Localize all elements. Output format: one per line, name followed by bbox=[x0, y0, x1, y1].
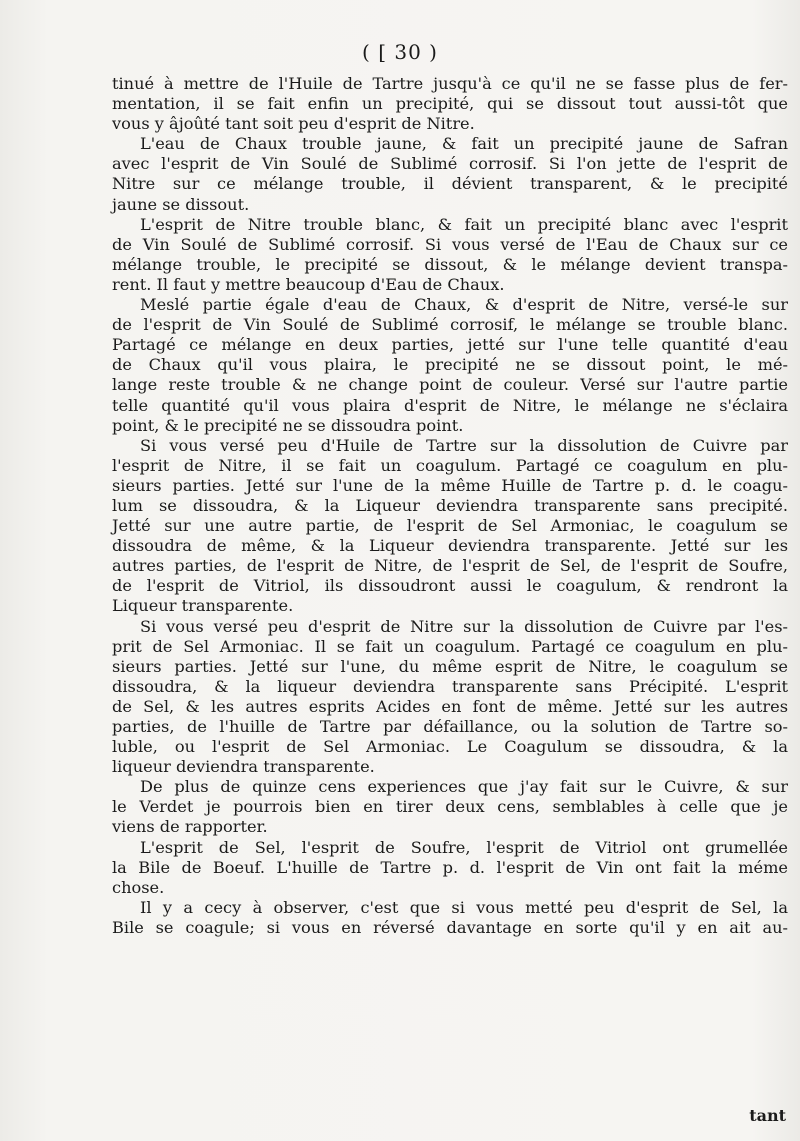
text-line: Partagé ce mélange en deux parties, jetté sur l'une telle quantité d'eau bbox=[112, 335, 788, 355]
text-line: L'esprit de Nitre trouble blanc, & fait un precipité blanc avec l'esprit bbox=[140, 214, 788, 234]
text-line: la Bile de Boeuf. L'huille de Tartre p. d. l'esprit de Vin ont fait la méme bbox=[112, 857, 788, 877]
text-line: liqueur deviendra transparente. bbox=[112, 757, 375, 777]
text-line: De plus de quinze cens experiences que j'ay fait sur le Cuivre, & sur bbox=[140, 777, 788, 797]
text-line: mélange trouble, le precipité se dissout, & le mélange devient transpa- bbox=[112, 254, 788, 274]
paragraph bbox=[112, 898, 788, 938]
text-line: de Sel, & les autres esprits Acides en font de même. Jetté sur les autres bbox=[112, 696, 788, 716]
text-line: Si vous versé peu d'esprit de Nitre sur la dissolution de Cuivre par l'es- bbox=[140, 616, 788, 636]
catchword: tant bbox=[749, 1106, 786, 1125]
text-line: L'eau de Chaux trouble jaune, & fait un precipité jaune de Safran bbox=[140, 134, 788, 154]
text-line: Si vous versé peu d'Huile de Tartre sur la dissolution de Cuivre par bbox=[140, 435, 788, 455]
paragraph bbox=[112, 74, 788, 134]
text-line: l'esprit de Nitre, il se fait un coagulum. Partagé ce coagulum en plu- bbox=[112, 455, 788, 475]
text-line: sieurs parties. Jetté sur l'une, du même esprit de Nitre, le coagulum se bbox=[112, 656, 788, 676]
text-line: jaune se dissout. bbox=[112, 194, 250, 214]
paragraph bbox=[112, 436, 788, 617]
paragraph bbox=[112, 215, 788, 295]
text-line: Meslé partie égale d'eau de Chaux, & d'esprit de Nitre, versé-le sur bbox=[140, 295, 788, 315]
text-line: Bile se coagule; si vous en réversé davantage en sorte qu'il y en ait au- bbox=[112, 917, 788, 937]
text-line: avec l'esprit de Vin Soulé de Sublimé corrosif. Si l'on jette de l'esprit de bbox=[112, 154, 788, 174]
text-line: sieurs parties. Jetté sur l'une de la même Huille de Tartre p. d. le coagu- bbox=[112, 475, 788, 495]
text-line: prit de Sel Armoniac. Il se fait un coagulum. Partagé ce coagulum en plu- bbox=[112, 636, 788, 656]
text-line: Nitre sur ce mélange trouble, il dévient transparent, & le precipité bbox=[112, 174, 788, 194]
text-line: autres parties, de l'esprit de Nitre, de l'esprit de Sel, de l'esprit de Soufre, bbox=[112, 556, 788, 576]
text-line: parties, de l'huille de Tartre par défaillance, ou la solution de Tartre so- bbox=[112, 717, 788, 736]
text-line: le Verdet je pourrois bien en tirer deux cens, semblables à celle que je bbox=[112, 797, 788, 817]
body-text bbox=[112, 74, 788, 938]
text-line: chose. bbox=[112, 877, 165, 897]
text-line: de l'esprit de Vin Soulé de Sublimé corrosif, le mélange se trouble blanc. bbox=[112, 315, 788, 335]
paragraph bbox=[112, 295, 788, 436]
text-line: tinué à mettre de l'Huile de Tartre jusqu'à ce qu'il ne se fasse plus de fer- bbox=[112, 74, 788, 93]
text-line: lum se dissoudra, & la Liqueur deviendra transparente sans precipité. bbox=[112, 495, 788, 515]
text-line: lange reste trouble & ne change point de couleur. Versé sur l'autre partie bbox=[112, 375, 788, 395]
text-line: dissoudra de même, & la Liqueur deviendra transparente. Jetté sur les bbox=[112, 536, 788, 556]
text-line: Liqueur transparente. bbox=[112, 596, 294, 616]
text-line: vous y âjoûté tant soit peu d'esprit de Nitre. bbox=[112, 114, 475, 134]
paragraph bbox=[112, 617, 788, 778]
text-line: L'esprit de Sel, l'esprit de Soufre, l'esprit de Vitriol ont grumellée bbox=[140, 837, 788, 857]
text-line: point, & le precipité ne se dissoudra point. bbox=[112, 415, 464, 435]
text-line: mentation, il se fait enfin un precipité, qui se dissout tout aussi-tôt que bbox=[112, 94, 788, 114]
text-line: telle quantité qu'il vous plaira d'esprit de Nitre, le mélange ne s'éclaira bbox=[112, 395, 788, 415]
text-line: de l'esprit de Vitriol, ils dissoudront aussi le coagulum, & rendront la bbox=[112, 576, 788, 596]
paragraph bbox=[112, 134, 788, 214]
text-line: Il y a cecy à observer, c'est que si vous metté peu d'esprit de Sel, la bbox=[140, 897, 788, 917]
text-line: rent. Il faut y mettre beaucoup d'Eau de Chaux. bbox=[112, 274, 505, 294]
text-line: de Chaux qu'il vous plaira, le precipité ne se dissout point, le mé- bbox=[112, 355, 788, 375]
text-line: Jetté sur une autre partie, de l'esprit de Sel Armoniac, le coagulum se bbox=[112, 516, 788, 536]
text-line: luble, ou l'esprit de Sel Armoniac. Le Coagulum se dissoudra, & la bbox=[112, 737, 788, 757]
paragraph bbox=[112, 838, 788, 898]
text-line: de Vin Soulé de Sublimé corrosif. Si vous versé de l'Eau de Chaux sur ce bbox=[112, 234, 788, 254]
text-line: viens de rapporter. bbox=[112, 817, 268, 837]
paragraph bbox=[112, 777, 788, 837]
text-line: dissoudra, & la liqueur deviendra transparente sans Précipité. L'esprit bbox=[112, 676, 788, 696]
page-number: ( [ 30 ) bbox=[362, 40, 438, 64]
